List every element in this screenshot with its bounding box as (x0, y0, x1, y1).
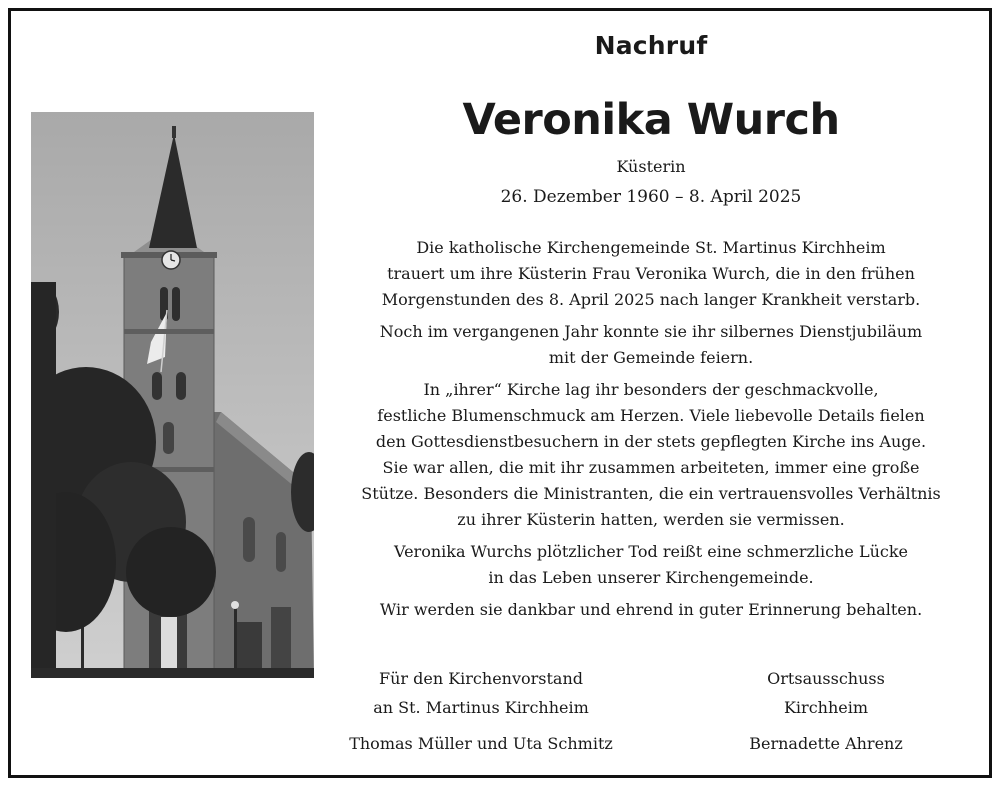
signature-right-line1: Ortsausschuss (767, 669, 885, 688)
paragraph-5: Wir werden sie dankbar und ehrend in guter Erinnerung behalten. (379, 600, 923, 619)
paragraph-2: Noch im vergangenen Jahr konnte sie ihr silbernes Dienstjubiläum mit der Gemeinde feiern. (379, 322, 923, 367)
paragraph-4: Veronika Wurchs plötzlicher Tod reißt eine schmerzliche Lücke in das Leben unserer Kirchengemeinde. (393, 542, 909, 587)
obituary-body (331, 235, 971, 629)
heading: Nachruf (594, 31, 708, 60)
life-dates: 26. Dezember 1960 – 8. April 2025 (500, 187, 802, 207)
signature-right (701, 664, 951, 758)
role: Küsterin (616, 157, 686, 176)
paragraph-3: In „ihrer“ Kirche lag ihr besonders der geschmackvolle, festliche Blumenschmuck am Herzen. Viele liebevolle Details fielen den Gottesdienstbesuchern in der stets gepflegten Kirche ins Auge. Sie war allen, die mit ihr zusammen arbeiteten, immer eine große Stütze. Besonders die Ministranten, die ein vertrauensvolles Verhältnis zu ihrer Küsterin hatten, werden sie vermissen. (361, 380, 941, 529)
signature-left-names: Thomas Müller und Uta Schmitz (349, 734, 613, 753)
deceased-name: Veronika Wurch (462, 95, 840, 145)
signature-left-line2: an St. Martinus Kirchheim (373, 698, 589, 717)
signature-right-line2: Kirchheim (783, 698, 869, 717)
text-column (331, 11, 971, 775)
signature-right-names: Bernadette Ahrenz (749, 734, 903, 753)
signature-left (331, 664, 631, 758)
signature-left-line1: Für den Kirchenvorstand (378, 669, 584, 688)
paragraph-1: Die katholische Kirchengemeinde St. Martinus Kirchheim trauert um ihre Küsterin Frau Veronika Wurch, die in den frühen Morgenstunden des 8. April 2025 nach langer Krankheit verstarb. (381, 238, 921, 309)
church-photo (31, 112, 314, 678)
obituary-frame (8, 8, 992, 778)
